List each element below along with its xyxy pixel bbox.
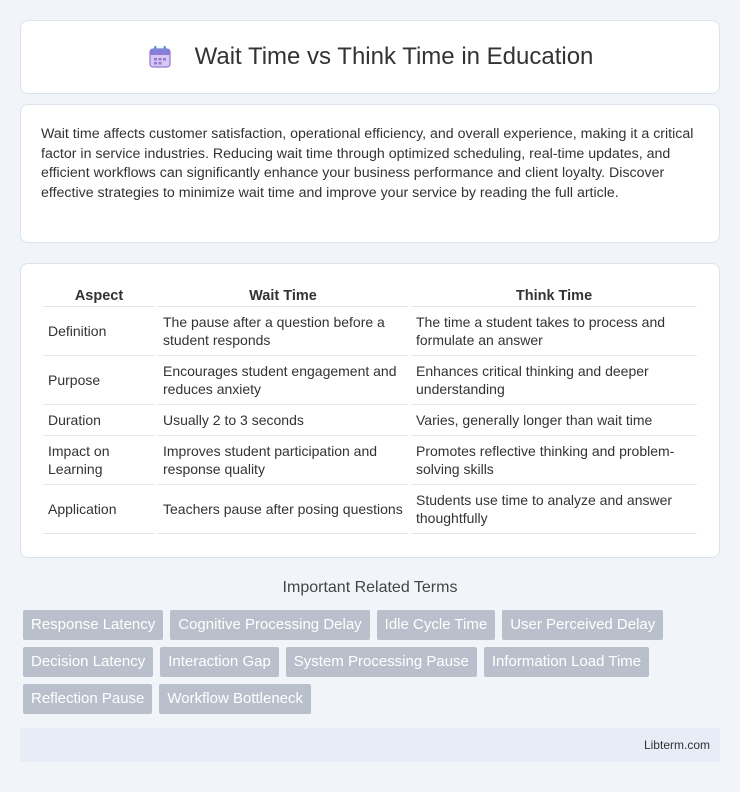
related-term-tag[interactable]: User Perceived Delay xyxy=(502,610,663,640)
table-row xyxy=(43,485,697,534)
related-terms-title: Important Related Terms xyxy=(282,579,458,596)
page-title: Wait Time vs Think Time in Education xyxy=(194,43,594,70)
table-cell: Teachers pause after posing questions xyxy=(158,485,408,534)
table-cell: Definition xyxy=(43,307,155,356)
related-term-tag[interactable]: Reflection Pause xyxy=(23,684,152,714)
column-header: Think Time xyxy=(411,284,697,307)
related-term-tag[interactable]: Idle Cycle Time xyxy=(377,610,496,640)
calendar-icon xyxy=(147,44,173,70)
table-cell: Students use time to analyze and answer thoughtfully xyxy=(411,485,697,534)
table-cell: Impact on Learning xyxy=(43,436,155,485)
table-cell: Encourages student engagement and reduces anxiety xyxy=(158,356,408,405)
table-cell: Purpose xyxy=(43,356,155,405)
table-row xyxy=(43,436,697,485)
related-term-tag[interactable]: System Processing Pause xyxy=(286,647,477,677)
table-row xyxy=(43,307,697,356)
related-term-tag[interactable]: Decision Latency xyxy=(23,647,153,677)
column-header: Aspect xyxy=(43,284,155,307)
intro-text: Wait time affects customer satisfaction, operational efficiency, and overall experience, making it a critical factor in service industries. Reducing wait time through optimized scheduling, real-time updates, and efficient workflows can significantly enhance your business performance and client loyalty. Discover effective strategies to minimize wait time and improve your service by reading the full article. xyxy=(41,126,694,201)
table-cell: Usually 2 to 3 seconds xyxy=(158,405,408,436)
table-cell: The time a student takes to process and formulate an answer xyxy=(411,307,697,356)
column-header: Wait Time xyxy=(158,284,408,307)
table-cell: Promotes reflective thinking and problem-solving skills xyxy=(411,436,697,485)
table-row xyxy=(43,356,697,405)
table-cell: Application xyxy=(43,485,155,534)
related-term-tag[interactable]: Cognitive Processing Delay xyxy=(170,610,369,640)
table-cell: The pause after a question before a student responds xyxy=(158,307,408,356)
footer-brand-link[interactable]: Libterm.com xyxy=(643,738,710,752)
comparison-table xyxy=(40,284,700,534)
related-term-tag[interactable]: Information Load Time xyxy=(484,647,649,677)
page-header xyxy=(20,20,720,94)
intro-card xyxy=(20,104,720,243)
table-header-row xyxy=(43,284,697,307)
table-cell: Varies, generally longer than wait time xyxy=(411,405,697,436)
comparison-card xyxy=(20,263,720,558)
related-term-tag[interactable]: Workflow Bottleneck xyxy=(159,684,311,714)
table-row xyxy=(43,405,697,436)
table-cell: Improves student participation and response quality xyxy=(158,436,408,485)
related-term-tag[interactable]: Response Latency xyxy=(23,610,163,640)
footer xyxy=(20,728,720,762)
table-cell: Enhances critical thinking and deeper understanding xyxy=(411,356,697,405)
related-terms-list xyxy=(23,610,723,714)
related-term-tag[interactable]: Interaction Gap xyxy=(160,647,279,677)
table-cell: Duration xyxy=(43,405,155,436)
